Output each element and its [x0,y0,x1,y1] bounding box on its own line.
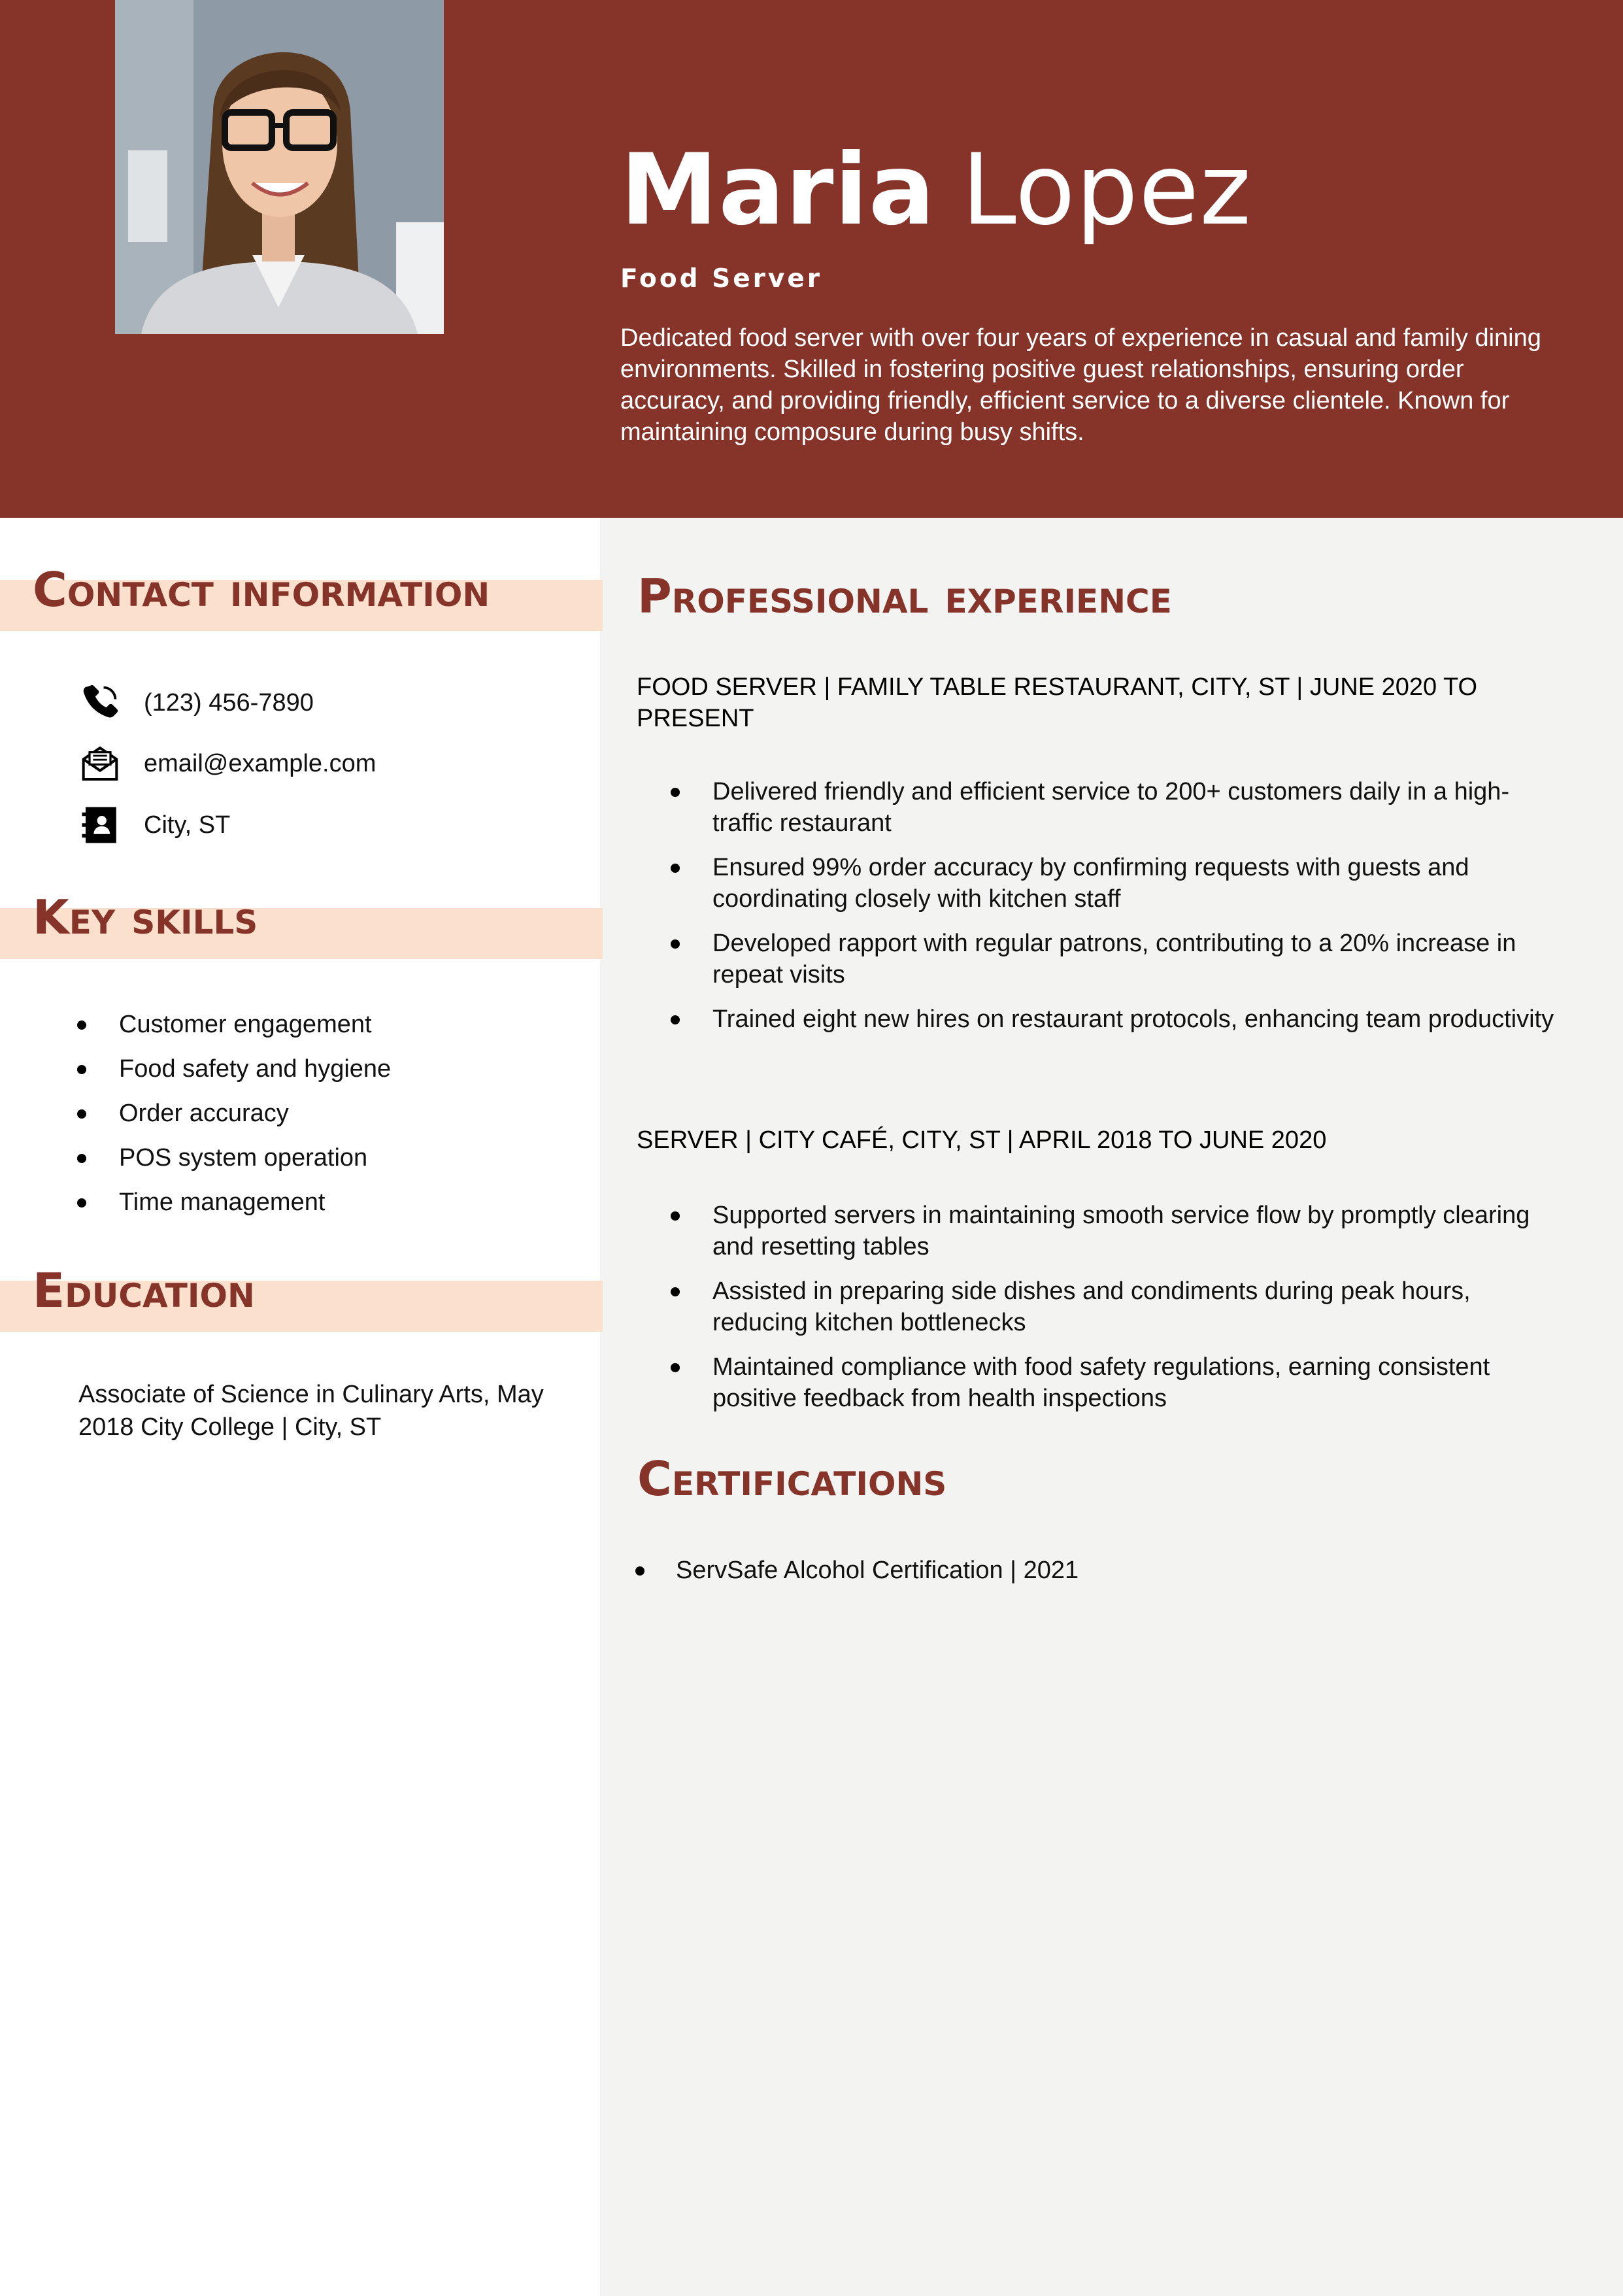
job-bullets [671,1200,1560,1427]
job-bullet: Supported servers in maintaining smooth service flow by promptly clearing and resetting tables [671,1200,1560,1262]
phone-text: (123) 456-7890 [144,688,314,717]
header-banner [0,0,1623,518]
skill-item: Order accuracy [77,1094,391,1138]
email-text: email@example.com [144,749,376,777]
candidate-name [620,128,1252,252]
job-bullet: Assisted in preparing side dishes and condiments during peak hours, reducing kitchen bottlenecks [671,1275,1560,1338]
first-name: Maria [620,133,936,247]
profile-summary: Dedicated food server with over four years of experience in casual and family dining environments. Skilled in fostering positive guest relationships, ensuring order accuracy, and providing friendly, efficient service to a diverse clientele. Known for maintaining composure during busy shifts. [620,324,1541,446]
job-bullet: Ensured 99% order accuracy by confirming requests with guests and coordinating closely with kitchen staff [671,852,1560,915]
skill-item: Customer engagement [77,1005,391,1049]
contact-heading: Contact information [33,562,490,617]
phone-icon [77,680,123,726]
last-name: Lopez [962,133,1252,247]
skill-item: POS system operation [77,1138,391,1183]
envelope-icon [77,741,123,786]
skill-item: Food safety and hygiene [77,1049,391,1094]
contact-card-icon [77,802,123,848]
experience-heading: Professional experience [637,569,1172,624]
education-heading: Education [33,1263,255,1318]
job-bullet: Developed rapport with regular patrons, contributing to a 20% increase in repeat visits [671,928,1560,990]
contact-email [77,740,376,787]
education-entry: Associate of Science in Culinary Arts, May 2018 City College | City, ST [78,1381,544,1441]
job-bullet: Maintained compliance with food safety regulations, earning consistent positive feedback from health inspections [671,1351,1560,1414]
contact-location [77,802,231,849]
job-heading: FOOD SERVER | FAMILY TABLE RESTAURANT, CITY, ST | JUNE 2020 TO PRESENT [637,673,1478,732]
portrait-illustration [115,0,444,334]
job-bullets [671,776,1560,1048]
profile-photo [115,0,444,334]
location-text: City, ST [144,811,231,839]
skill-item: Time management [77,1183,391,1227]
certification-item: ServSafe Alcohol Certification | 2021 [635,1551,1079,1590]
certifications-list [635,1551,1079,1590]
skills-heading: Key skills [33,890,258,945]
job-bullet: Delivered friendly and efficient service to 200+ customers daily in a high-traffic restaurant [671,776,1560,839]
certifications-heading: Certifications [637,1451,947,1506]
job-heading: SERVER | CITY CAFÉ, CITY, ST | APRIL 2018 TO JUNE 2020 [637,1126,1327,1154]
contact-phone [77,679,314,726]
job-bullet: Trained eight new hires on restaurant protocols, enhancing team productivity [671,1004,1560,1035]
skills-list [77,1005,391,1227]
job-role: Food Server [620,264,823,294]
